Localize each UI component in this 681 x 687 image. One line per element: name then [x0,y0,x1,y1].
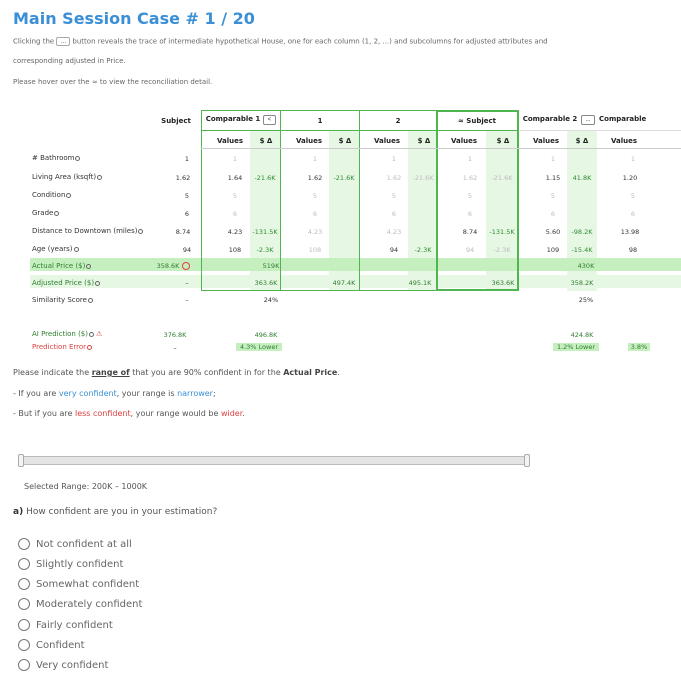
subheader-delta: $ Δ [496,137,510,145]
approx-adjusted-price: 363.6K [491,279,515,287]
comp1-similarity: 24% [263,296,279,304]
info-icon[interactable] [97,175,102,180]
error-comp2: 1.2% Lower [553,343,599,351]
page-title: Main Session Case # 1 / 20 [13,9,255,28]
confidence-option-somewhat[interactable]: Somewhat confident [18,578,139,590]
error-comp1: 4.3% Lower [236,343,282,351]
col1-cell: 1.62 [307,174,323,182]
comp3-cell: 98 [628,246,638,254]
header-comp3: Comparable [599,115,647,123]
confidence-option-moderately[interactable]: Moderately confident [18,598,142,610]
subject-cell: 5 [184,192,190,200]
col1-cell: 5 [312,192,318,200]
header-subject: Subject [161,117,191,125]
comp1-cell: 4.23 [227,228,243,236]
subheader-values: Values [216,137,244,145]
info-icon[interactable] [95,281,100,286]
comp1-cell: 108 [228,246,242,254]
subheader-delta: $ Δ [575,137,589,145]
subheader-values: Values [532,137,560,145]
intro-text: button reveals the trace of intermediate hypothetical House, one for each column (1, 2, ...) and subcolumns for adjusted attributes and [72,37,548,46]
radio-icon[interactable] [18,578,30,590]
info-icon[interactable] [138,229,143,234]
approx-cell: 8.74 [462,228,478,236]
comp2-cell: 1.15 [545,174,561,182]
subheader-delta: $ Δ [338,137,352,145]
comp3-cell: 1 [630,155,636,163]
row-label-bathroom: # Bathroom [32,154,80,162]
col2-cell: 1 [391,155,397,163]
row-label-condition: Condition [32,191,71,199]
col1-delta: -21.6K [333,174,355,182]
info-icon[interactable] [75,156,80,161]
info-icon[interactable] [54,211,59,216]
error-comp3: 3.8% [628,343,650,351]
col2-cell: 6 [391,210,397,218]
confidence-question: a) How confident are you in your estimation? [13,507,218,517]
approx-cell: 6 [467,210,473,218]
comp2-delta: -15.4K [571,246,593,254]
comp1-actual-price: 519K [262,262,280,270]
confidence-option-fairly[interactable]: Fairly confident [18,619,113,631]
row-label-grade: Grade [32,209,59,217]
comp1-adjusted-price: 363.6K [254,279,278,287]
comp1-delta: -21.6K [254,174,276,182]
col2-cell: 94 [389,246,399,254]
comp2-delta: -98.2K [571,228,593,236]
comp2-cell: 5 [550,192,556,200]
approx-cell: 1 [467,155,473,163]
radio-icon[interactable] [18,619,30,631]
expand-trace-button[interactable]: ... [581,115,595,125]
radio-icon[interactable] [18,639,30,651]
intro-line-1 [13,37,548,46]
approx-cell: 5 [467,192,473,200]
radio-icon[interactable] [18,538,30,550]
header-divider [520,130,681,131]
ai-subject: 376.8K [163,331,187,339]
approx-delta: -131.5K [489,228,515,236]
col2-adjusted-price: 495.1K [408,279,432,287]
comp1-cell: 1.64 [227,174,243,182]
info-icon[interactable] [87,345,92,350]
approx-cell: 94 [465,246,475,254]
comp2-delta: 41.8K [572,174,592,182]
subheader-delta: $ Δ [259,137,273,145]
intro-line-2: corresponding adjusted in Price. [13,57,126,65]
ai-comp2: 424.8K [570,331,594,339]
col2-cell: 1.62 [386,174,402,182]
header-col1: 1 [317,117,323,125]
row-label-adjusted-price: Adjusted Price ($) [32,279,100,287]
subject-cell: 94 [182,246,192,254]
slider-max-handle[interactable] [524,454,530,467]
subject-cell: – [185,279,189,287]
confidence-option-slightly[interactable]: Slightly confident [18,558,123,570]
comp2-adjusted-price: 358.2K [570,279,594,287]
warning-triangle-icon[interactable]: ⚠ [96,330,103,338]
range-of-emphasis: range of [91,368,130,377]
confidence-option-not-confident[interactable]: Not confident at all [18,538,132,550]
header-comp2: Comparable 2 [522,115,578,123]
intro-text: Clicking the [13,37,55,46]
divider [359,110,360,291]
subject-cell: 6 [184,210,190,218]
col1-cell: 6 [312,210,318,218]
info-icon[interactable] [88,298,93,303]
info-icon[interactable] [66,193,71,198]
subheader-values: Values [450,137,478,145]
col1-cell: 1 [312,155,318,163]
radio-icon[interactable] [18,558,30,570]
comp2-actual-price: 430K [577,262,595,270]
col1-cell: 108 [308,246,322,254]
comp1-cell: 1 [232,155,238,163]
col1-adjusted-price: 497.4K [332,279,356,287]
instruction-line-2: - If you are very confident, your range is narrower; [13,389,216,398]
header-col2: 2 [395,117,401,125]
subheader-delta: $ Δ [417,137,431,145]
header-approx-subject: ≈ Subject [458,117,496,125]
col1-cell: 4.23 [307,228,323,236]
subject-cell: 8.74 [175,228,191,236]
warning-icon[interactable] [182,262,190,270]
confidence-option-very[interactable]: Very confident [18,659,108,671]
comp2-cell: 5.60 [545,228,561,236]
header-divider [201,148,681,149]
row-label-similarity: Similarity Score [32,296,93,304]
subheader-values: Values [610,137,638,145]
comp3-cell: 13.98 [620,228,640,236]
subject-cell: 1.62 [175,174,191,182]
dots-button-example: ... [56,37,70,46]
actual-price-emphasis: Actual Price [283,368,338,377]
approx-cell: 1.62 [462,174,478,182]
approx-delta: -2.3K [493,246,511,254]
comp2-cell: 1 [550,155,556,163]
comp3-cell: 6 [630,210,636,218]
comp3-cell: 5 [630,192,636,200]
ai-comp1: 496.8K [254,331,278,339]
prediction-error-label: Prediction Error [32,343,92,351]
comp2-cell: 109 [546,246,560,254]
col2-delta: -21.6K [412,174,434,182]
intro-line-3: Please hover over the ≈ to view the reconciliation detail. [13,78,213,86]
row-label-age: Age (years) [32,245,79,253]
info-icon[interactable] [86,264,91,269]
radio-icon[interactable] [18,598,30,610]
comp2-cell: 6 [550,210,556,218]
comp1-delta: -2.3K [256,246,274,254]
slider-min-handle[interactable] [18,454,24,467]
comp1-cell: 5 [232,192,238,200]
comp2-similarity: 25% [578,296,594,304]
info-icon[interactable] [89,332,94,337]
divider [201,130,519,131]
collapse-trace-button[interactable]: < [263,115,276,125]
subheader-values: Values [373,137,401,145]
subject-actual-price: 358.6K [156,262,180,270]
info-icon[interactable] [74,247,79,252]
subject-cell: 1 [184,155,190,163]
instruction-line-3: - But if you are less confident, your range would be wider. [13,409,245,418]
col2-delta: -2.3K [414,246,432,254]
confidence-option-confident[interactable]: Confident [18,639,85,651]
radio-icon[interactable] [18,659,30,671]
instruction-line-1: Please indicate the range of that you are 90% confident in for the Actual Price. [13,368,340,377]
row-label-living-area: Living Area (ksqft) [32,173,102,181]
selected-range-label: Selected Range: 200K – 1000K [24,482,148,491]
header-comp1: Comparable 1 [205,115,261,123]
col2-cell: 5 [391,192,397,200]
approx-delta: -21.6K [491,174,513,182]
comp1-cell: 6 [232,210,238,218]
comp3-cell: 1.20 [622,174,638,182]
error-subject: – [173,344,177,352]
subheader-values: Values [295,137,323,145]
row-label-distance: Distance to Downtown (miles) [32,227,143,235]
comp1-delta: -131.5K [252,228,278,236]
price-range-slider[interactable] [20,456,529,465]
col2-cell: 4.23 [386,228,402,236]
subject-cell: – [185,296,189,304]
ai-prediction-label: AI Prediction ($) ⚠ [32,330,103,338]
row-label-actual-price: Actual Price ($) [32,262,91,270]
